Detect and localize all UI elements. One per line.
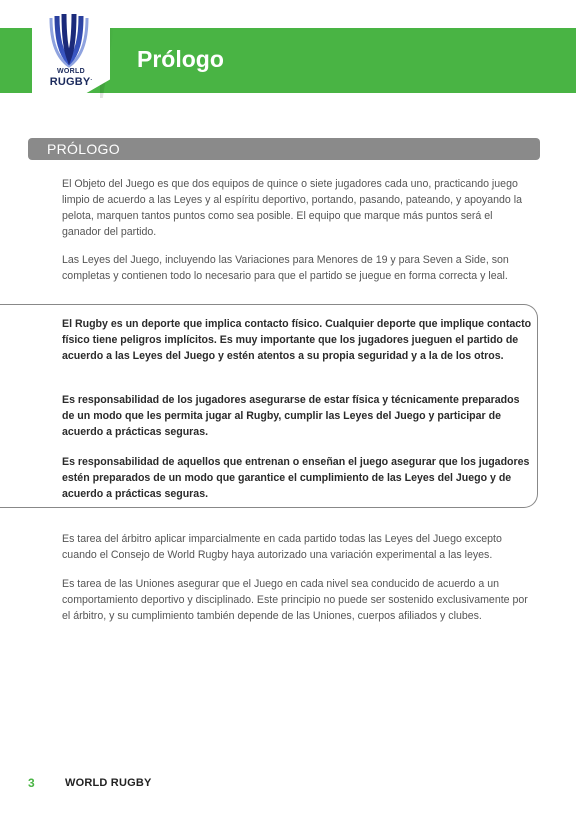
section-title: PRÓLOGO: [47, 141, 120, 157]
page-title: Prólogo: [137, 46, 224, 72]
closing-paragraph-1: Es tarea del árbitro aplicar imparcialmente en cada partido todas las Leyes del Juego excepto cuando el Consejo de World Rugby haya autorizado una variación experimental a las leyes.: [62, 533, 502, 561]
closing-paragraph-2: Es tarea de las Uniones asegurar que el Juego en cada nivel sea conducido de acuerdo a un comportamiento deportivo y disciplinado. Este principio no puede ser sostenido exclusivamente por el árbitro, y su cumplimiento también depende de las Uniones, cuerpos afiliados y clubes.: [62, 578, 528, 622]
world-rugby-logo-icon: [47, 12, 91, 70]
callout-paragraph-3: Es responsabilidad de aquellos que entrenan o enseñan el juego asegurar que los jugadores estén preparados de un modo que garantice el cumplimiento de las Leyes del Juego y de acuerdo a prácticas seguras.: [62, 456, 530, 500]
intro-paragraph-1: El Objeto del Juego es que dos equipos de quince o siete jugadores cada uno, practicando juego limpio de acuerdo a las Leyes y al espíritu deportivo, portando, pasando, pateando, y apoyando la pelota, marquen tantos puntos como sea posible. El equipo que marque más puntos será el ganador del partido.: [62, 178, 522, 238]
intro-paragraph-2: Las Leyes del Juego, incluyendo las Variaciones para Menores de 19 y para Seven a Side, son completas y contienen todo lo necesario para que el partido se juegue en forma correcta y leal.: [62, 254, 509, 282]
logo-text-world: WORLD: [57, 68, 85, 75]
page-number: 3: [28, 776, 35, 790]
callout-paragraph-1: El Rugby es un deporte que implica contacto físico. Cualquier deporte que implique contacto físico tiene peligros implícitos. Es muy importante que los jugadores jueguen el partido de acuerdo a las Leyes del Juego y estén atentos a su propia seguridad y a la de los otros.: [62, 318, 532, 362]
callout-paragraph-2: Es responsabilidad de los jugadores asegurarse de estar física y técnicamente preparados de un modo que les permita jugar al Rugby, cumplir las Leyes del Juego y participar de acuerdo a prácticas seguras.: [62, 394, 520, 438]
logo-text-rugby: RUGBY.: [49, 76, 93, 88]
footer-brand: WORLD RUGBY: [65, 777, 152, 789]
